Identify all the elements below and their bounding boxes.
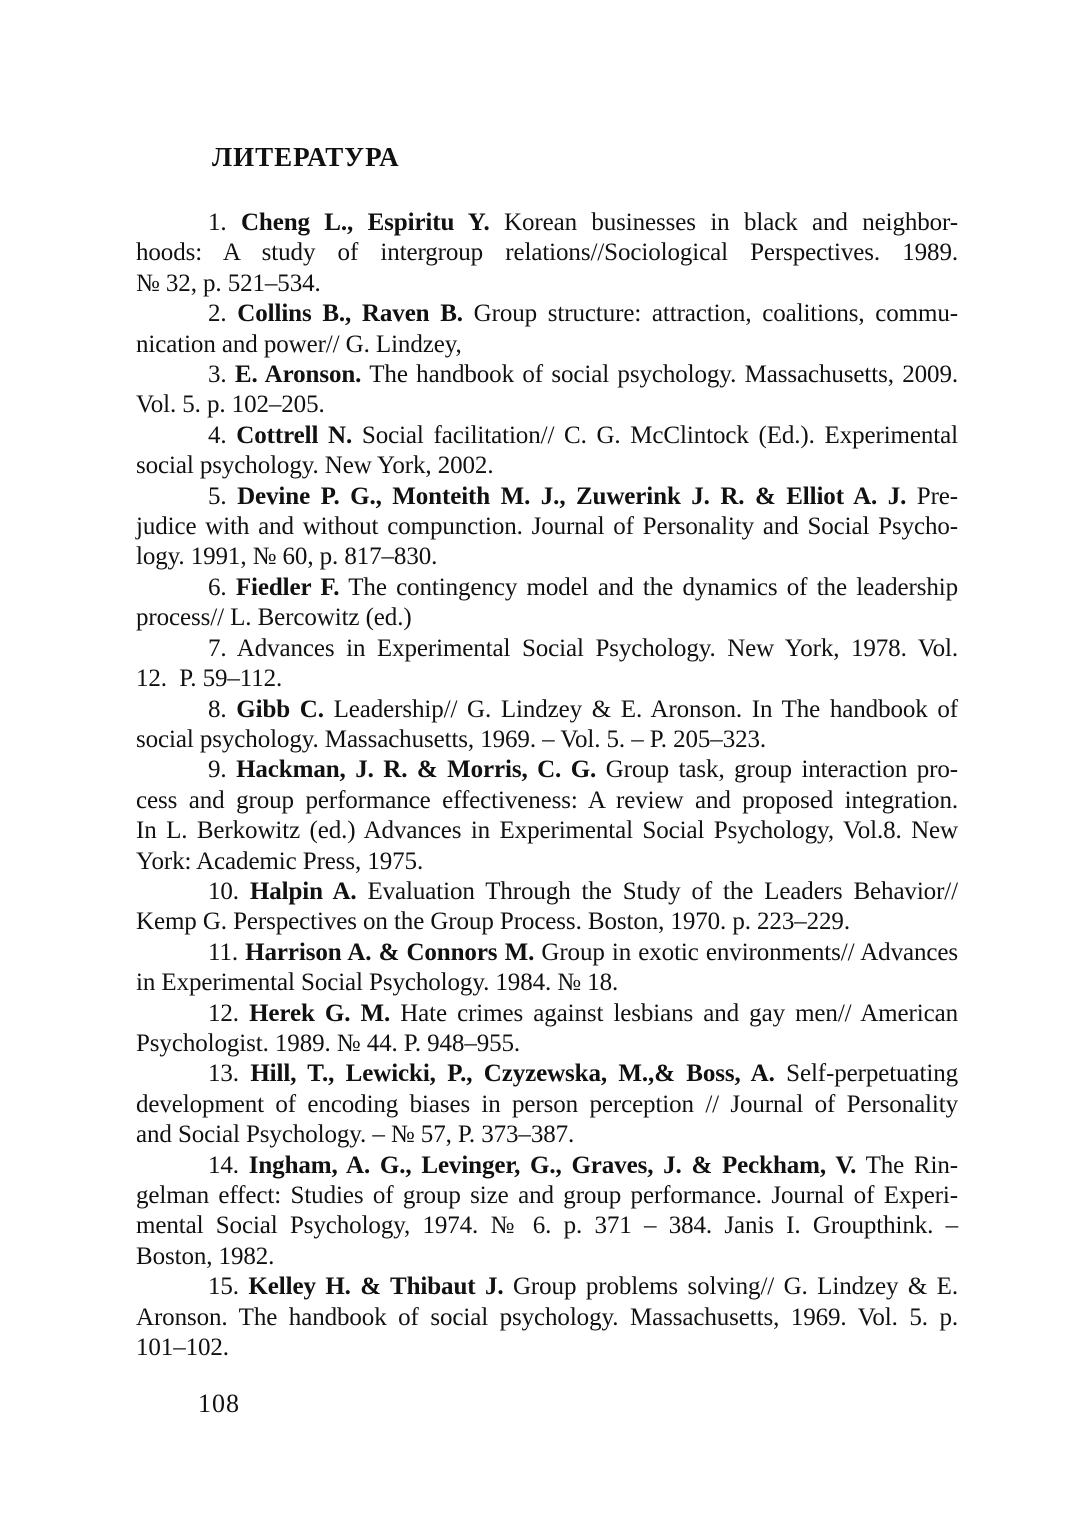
reference-authors: Kelley H. & Thibaut J. (248, 1273, 504, 1301)
reference-text: Hate crimes against lesbians and gay men// American (390, 999, 958, 1027)
reference-text: Vol. 5. p. 102–205. (136, 391, 325, 419)
reference-line (136, 482, 958, 512)
reference-entry-2 (136, 299, 958, 360)
reference-text: 3. (208, 361, 235, 389)
reference-text: Leadership// G. Lindzey & E. Aronson. In The handbook of (323, 695, 958, 723)
reference-entry-9 (136, 755, 958, 877)
reference-text: The contingency model and the dynamics of the leadership (339, 573, 958, 601)
reference-text: Self-perpetuating (774, 1060, 958, 1088)
reference-text: Pre- (906, 482, 959, 510)
reference-text: Group structure: attraction, coalitions, commu- (462, 300, 958, 328)
reference-text: hoods: A study of intergroup relations//Sociological Perspectives. 1989. (136, 239, 958, 267)
reference-authors: Hill, T., Lewicki, P., Czyzewska, M.,& Boss, A. (250, 1060, 775, 1088)
reference-authors: Cheng L., Espiritu Y. (240, 209, 490, 236)
reference-text: 14. (208, 1151, 249, 1179)
page-number: 108 (198, 1389, 240, 1419)
reference-text: Kemp G. Perspectives on the Group Process. Boston, 1970. p. 223–229. (136, 908, 850, 936)
reference-line (136, 1120, 958, 1150)
reference-text: Social facilitation// C. G. McClintock (Ed.). Experimental (352, 421, 958, 449)
reference-line (136, 238, 958, 268)
reference-text: 15. (208, 1273, 249, 1301)
reference-authors: Fiedler F. (235, 573, 340, 601)
reference-text: logy. 1991, № 60, p. 817–830. (136, 543, 438, 571)
reference-line (136, 1029, 958, 1059)
reference-authors: Devine P. G., Monteith M. J., Zuwerink J. R. & Elliot A. J. (237, 482, 907, 510)
reference-line (136, 968, 958, 998)
reference-line (136, 786, 958, 816)
reference-text: process// L. Bercowitz (ed.) (136, 604, 412, 632)
reference-text: cess and group performance effectiveness: A review and proposed integration. (136, 786, 958, 814)
reference-line (136, 1242, 958, 1272)
reference-text: In L. Berkowitz (ed.) Advances in Experimental Social Psychology, Vol.8. New (136, 817, 958, 845)
reference-entry-13 (136, 1059, 958, 1150)
reference-line (136, 603, 958, 633)
reference-line (136, 208, 958, 238)
reference-line (136, 390, 958, 420)
reference-text: 2. (208, 300, 238, 328)
reference-text: 1. (208, 209, 241, 236)
reference-line (136, 512, 958, 542)
reference-text: The handbook of social psychology. Massachusetts, 2009. (361, 361, 958, 389)
reference-line (136, 634, 958, 664)
reference-entry-14 (136, 1151, 958, 1273)
reference-authors: Harrison A. & Connors M. (245, 938, 535, 966)
reference-text: 4. (208, 421, 237, 449)
reference-line (136, 542, 958, 572)
reference-text: 5. (208, 482, 238, 510)
reference-line (136, 1059, 958, 1089)
reference-line (136, 938, 958, 968)
reference-text: 12. P. 59–112. (136, 665, 283, 693)
reference-line (136, 1151, 958, 1181)
reference-line (136, 695, 958, 725)
reference-text: Group task, group interaction pro- (596, 756, 958, 784)
reference-text: 12. (208, 999, 250, 1027)
reference-text: 9. (208, 756, 237, 784)
reference-line (136, 847, 958, 877)
reference-text: 101–102. (136, 1334, 229, 1362)
reference-line (136, 877, 958, 907)
reference-text: Psychologist. 1989. № 44. P. 948–955. (136, 1029, 521, 1057)
reference-text: 13. (208, 1060, 251, 1088)
reference-line (136, 299, 958, 329)
reference-text: Korean businesses in black and neighbor- (489, 209, 958, 236)
reference-line (136, 999, 958, 1029)
reference-line (136, 1333, 958, 1363)
reference-text: Aronson. The handbook of social psychology. Massachusetts, 1969. Vol. 5. p. (136, 1303, 958, 1331)
reference-text: gelman effect: Studies of group size and group performance. Journal of Experi- (136, 1182, 958, 1209)
reference-text: and Social Psychology. – № 57, P. 373–387. (136, 1121, 575, 1149)
reference-text: № 32, p. 521–534. (136, 269, 321, 297)
reference-entry-1 (136, 208, 958, 299)
reference-line (136, 269, 958, 299)
reference-line (136, 421, 958, 451)
reference-text: 6. (208, 573, 236, 601)
page-content (136, 142, 958, 1419)
reference-authors: Halpin A. (249, 877, 357, 905)
reference-entry-12 (136, 999, 958, 1060)
reference-line (136, 725, 958, 755)
reference-line (136, 816, 958, 846)
reference-authors: Herek G. M. (249, 999, 391, 1027)
reference-text: Evaluation Through the Study of the Leaders Behavior// (356, 877, 958, 905)
reference-text: 8. (208, 695, 237, 723)
reference-text: The Rin- (856, 1151, 958, 1179)
reference-line (136, 360, 958, 390)
reference-authors: Collins B., Raven B. (237, 300, 463, 328)
reference-text: judice with and without compunction. Journal of Personality and Social Psycho- (136, 513, 958, 541)
reference-text: Group in exotic environments// Advances (534, 938, 958, 966)
reference-line (136, 573, 958, 603)
reference-entry-7 (136, 634, 958, 695)
reference-authors: Ingham, A. G., Levinger, G., Graves, J. & Peckham, V. (248, 1151, 857, 1179)
section-title: ЛИТЕРАТУРА (212, 142, 400, 172)
reference-entry-11 (136, 938, 958, 999)
reference-text: 7. Advances in Experimental Social Psychology. New York, 1978. Vol. (208, 634, 958, 662)
reference-entry-4 (136, 421, 958, 482)
reference-line (136, 451, 958, 481)
reference-text: York: Academic Press, 1975. (136, 847, 424, 875)
reference-entry-6 (136, 573, 958, 634)
reference-line (136, 907, 958, 937)
reference-authors: Hackman, J. R. & Morris, C. G. (236, 756, 597, 784)
reference-text: development of encoding biases in person perception // Journal of Personality (136, 1090, 958, 1118)
reference-authors: Cottrell N. (236, 421, 353, 449)
reference-authors: Gibb C. (236, 695, 324, 723)
reference-text: social psychology. New York, 2002. (136, 452, 494, 480)
reference-entry-3 (136, 360, 958, 421)
reference-line (136, 664, 958, 694)
reference-text: 11. (208, 938, 246, 966)
reference-entry-15 (136, 1272, 958, 1363)
reference-text: Group problems solving// G. Lindzey & E. (503, 1273, 958, 1301)
reference-line (136, 330, 958, 360)
reference-line (136, 1211, 958, 1241)
reference-line (136, 1272, 958, 1302)
reference-line (136, 755, 958, 785)
reference-list (136, 208, 958, 1363)
reference-entry-10 (136, 877, 958, 938)
reference-line (136, 1090, 958, 1120)
reference-entry-5 (136, 482, 958, 573)
reference-text: mental Social Psychology, 1974. № 6. p. 371 – 384. Janis I. Groupthink. – (136, 1212, 958, 1240)
reference-entry-8 (136, 695, 958, 756)
reference-text: 10. (208, 877, 250, 905)
reference-authors: E. Aronson. (234, 361, 362, 389)
reference-line (136, 1181, 958, 1211)
reference-text: in Experimental Social Psychology. 1984. № 18. (136, 969, 619, 997)
reference-text: nication and power// G. Lindzey, (136, 330, 462, 358)
reference-text: Boston, 1982. (136, 1242, 275, 1270)
reference-text: social psychology. Massachusetts, 1969. – Vol. 5. – P. 205–323. (136, 725, 767, 753)
reference-line (136, 1303, 958, 1333)
